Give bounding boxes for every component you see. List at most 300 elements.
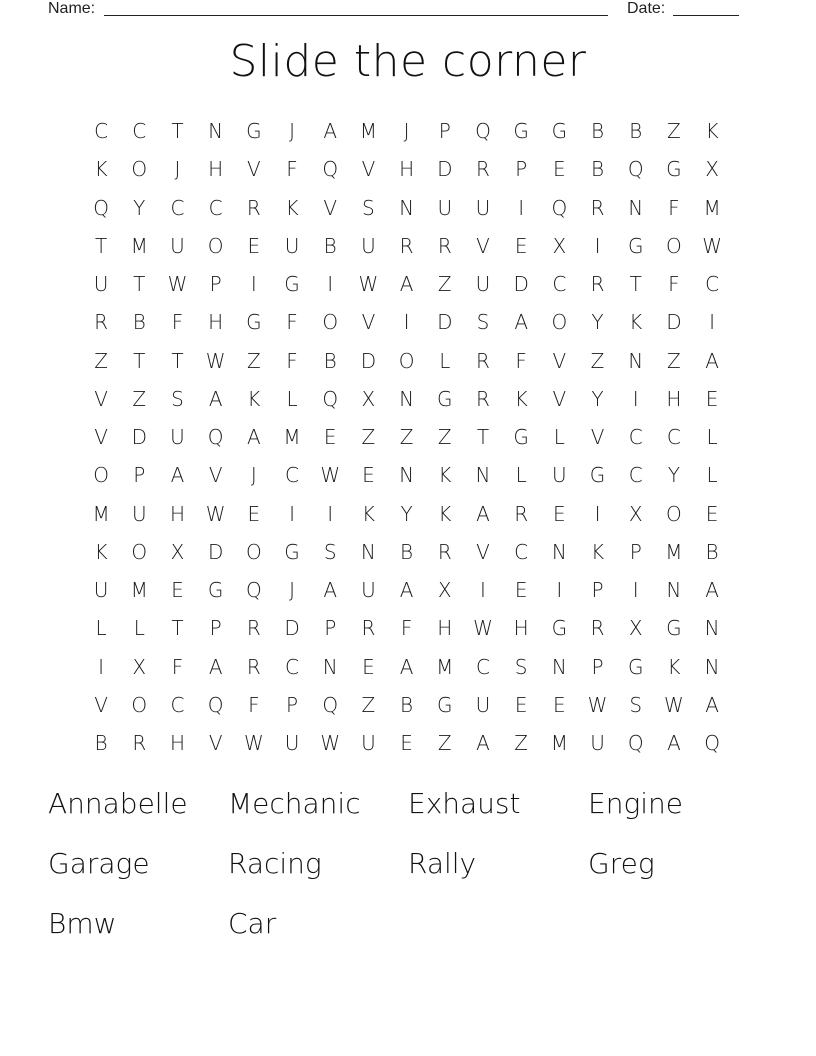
grid-letter: Q (207, 425, 224, 450)
puzzle-title: Slide the corner (229, 36, 587, 87)
grid-letter: Y (591, 386, 604, 411)
grid-letter: E (553, 692, 566, 717)
grid-letter: O (666, 501, 682, 526)
grid-letter: Q (475, 119, 491, 144)
grid-letter: Z (590, 348, 605, 373)
grid-letter: K (629, 310, 643, 335)
grid-letter: U (437, 195, 453, 220)
grid-letter: Q (93, 195, 109, 220)
grid-letter: A (208, 654, 223, 679)
grid-letter: G (437, 386, 453, 411)
grid-letter: I (594, 501, 601, 526)
grid-letter: U (361, 233, 376, 258)
grid-letter: X (705, 157, 719, 182)
grid-letter: G (666, 616, 682, 641)
grid-letter: N (704, 654, 720, 679)
grid-letter: O (207, 233, 224, 258)
grid-letter: N (704, 616, 720, 641)
grid-letter: C (170, 692, 185, 717)
grid-letter: H (399, 157, 415, 182)
grid-letter: T (171, 119, 184, 144)
grid-letter: Y (667, 463, 681, 488)
grid-letter: C (666, 425, 681, 450)
grid-letter: G (246, 119, 262, 144)
grid-letter: V (323, 195, 338, 220)
grid-letter: J (174, 157, 181, 182)
grid-letter: K (514, 386, 528, 411)
grid-letter: R (590, 272, 605, 297)
grid-letter: T (171, 616, 184, 641)
grid-letter: E (705, 501, 719, 526)
grid-letter: E (362, 463, 375, 488)
grid-letter: X (628, 616, 643, 641)
grid-letter: Q (322, 692, 339, 717)
grid-letter: C (628, 425, 643, 450)
grid-letter: P (286, 692, 299, 717)
grid-letter: Z (246, 348, 261, 373)
grid-letter: C (132, 119, 147, 144)
grid-letter: C (475, 654, 490, 679)
grid-letter: K (438, 463, 452, 488)
grid-letter: D (284, 616, 300, 641)
grid-letter: A (323, 578, 338, 603)
grid-letter: E (514, 233, 528, 258)
grid-letter: V (208, 463, 223, 488)
grid-letter: T (94, 233, 108, 258)
word-list-item: Car (228, 907, 277, 940)
grid-letter: M (283, 425, 301, 450)
grid-letter: J (250, 463, 257, 488)
grid-letter: R (399, 233, 414, 258)
grid-letter: U (284, 731, 300, 756)
grid-letter: H (208, 310, 224, 335)
grid-letter: N (208, 119, 224, 144)
grid-letter: S (323, 539, 337, 564)
grid-letter: C (285, 463, 300, 488)
grid-letter: F (286, 157, 298, 182)
grid-letter: E (705, 386, 719, 411)
grid-letter: E (171, 578, 184, 603)
grid-letter: E (247, 233, 261, 258)
grid-letter: F (515, 348, 527, 373)
grid-letter: P (591, 578, 604, 603)
grid-letter: D (207, 539, 224, 564)
grid-letter: G (513, 119, 529, 144)
grid-letter: H (437, 616, 453, 641)
grid-letter: K (94, 157, 108, 182)
grid-letter: P (324, 616, 337, 641)
grid-letter: Q (704, 731, 720, 756)
grid-letter: K (94, 539, 108, 564)
grid-letter: A (667, 731, 681, 756)
grid-letter: Z (437, 272, 452, 297)
grid-letter: O (245, 539, 262, 564)
grid-letter: G (627, 233, 644, 258)
grid-letter: C (514, 539, 529, 564)
grid-letter: W (167, 272, 188, 297)
grid-letter: W (358, 272, 379, 297)
word-list (48, 782, 768, 962)
grid-letter: U (284, 233, 300, 258)
grid-letter: H (169, 731, 185, 756)
grid-letter: G (551, 616, 568, 641)
grid-letter: P (133, 463, 146, 488)
grid-letter: H (169, 501, 185, 526)
grid-letter: N (628, 195, 644, 220)
grid-letter: W (664, 692, 684, 717)
grid-letter: S (514, 654, 528, 679)
grid-letter: G (627, 654, 644, 679)
grid-letter: A (208, 386, 223, 411)
grid-letter: H (513, 616, 529, 641)
grid-letter: N (666, 578, 682, 603)
grid-letter: W (320, 731, 341, 756)
grid-letter: Z (667, 119, 681, 144)
word-list-item: Bmw (48, 907, 117, 940)
grid-letter: N (551, 654, 567, 679)
grid-letter: S (171, 386, 184, 411)
grid-letter: D (437, 157, 453, 182)
word-list-item: Greg (588, 847, 655, 880)
grid-letter: T (133, 272, 146, 297)
grid-letter: P (438, 119, 451, 144)
grid-letter: K (285, 195, 299, 220)
grid-letter: C (285, 654, 300, 679)
grid-letter: N (551, 539, 567, 564)
grid-letter: Y (133, 195, 146, 220)
letter-grid (82, 112, 734, 762)
worksheet-header (48, 0, 748, 18)
grid-letter: C (94, 119, 109, 144)
grid-letter: F (668, 195, 680, 220)
grid-letter: B (323, 233, 337, 258)
grid-letter: B (705, 539, 719, 564)
grid-letter: R (246, 195, 261, 220)
grid-letter: V (247, 157, 261, 182)
grid-letter: P (591, 654, 604, 679)
grid-letter: O (551, 310, 568, 335)
grid-letter: E (514, 692, 528, 717)
grid-letter: K (705, 119, 719, 144)
grid-letter: Q (627, 731, 644, 756)
grid-letter: A (705, 348, 719, 373)
grid-letter: L (553, 425, 565, 450)
grid-letter: O (666, 233, 682, 258)
grid-letter: J (403, 119, 410, 144)
grid-letter: C (552, 272, 567, 297)
grid-letter: N (399, 463, 415, 488)
grid-letter: U (93, 578, 109, 603)
grid-letter: J (289, 119, 295, 144)
grid-letter: T (476, 425, 490, 450)
grid-letter: S (476, 310, 490, 335)
grid-letter: C (208, 195, 223, 220)
grid-letter: M (665, 539, 683, 564)
grid-letter: B (132, 310, 146, 335)
grid-letter: Z (361, 425, 376, 450)
grid-letter: W (473, 616, 493, 641)
grid-letter: F (400, 616, 413, 641)
grid-letter: C (628, 463, 643, 488)
grid-letter: A (170, 463, 185, 488)
grid-letter: L (133, 616, 145, 641)
grid-letter: P (629, 539, 642, 564)
grid-letter: Q (322, 157, 339, 182)
grid-letter: B (94, 731, 108, 756)
grid-letter: B (400, 539, 414, 564)
grid-letter: A (514, 310, 528, 335)
grid-letter: M (130, 233, 148, 258)
grid-letter: R (361, 616, 376, 641)
grid-letter: U (131, 501, 147, 526)
grid-letter: R (476, 386, 490, 411)
grid-letter: I (289, 501, 295, 526)
grid-letter: Z (514, 731, 528, 756)
grid-letter: D (513, 272, 529, 297)
grid-letter: V (552, 386, 567, 411)
grid-letter: A (476, 731, 490, 756)
grid-letter: I (480, 578, 486, 603)
grid-letter: X (437, 578, 452, 603)
grid-letter: H (208, 157, 224, 182)
grid-letter: M (703, 195, 721, 220)
grid-letter: K (361, 501, 375, 526)
grid-letter: V (208, 731, 223, 756)
grid-letter: X (552, 233, 567, 258)
grid-letter: U (93, 272, 109, 297)
grid-letter: L (286, 386, 298, 411)
grid-letter: K (667, 654, 681, 679)
grid-letter: N (628, 348, 644, 373)
grid-letter: B (590, 119, 605, 144)
grid-letter: D (437, 310, 453, 335)
grid-letter: V (476, 539, 490, 564)
grid-letter: W (243, 731, 264, 756)
grid-letter: L (515, 463, 527, 488)
grid-letter: Q (551, 195, 568, 220)
grid-letter: F (248, 692, 260, 717)
grid-letter: H (666, 386, 682, 411)
grid-letter: X (132, 654, 147, 679)
grid-letter: W (320, 463, 341, 488)
grid-letter: I (632, 386, 639, 411)
grid-letter: B (400, 692, 414, 717)
grid-letter: B (590, 157, 605, 182)
grid-letter: Q (322, 386, 339, 411)
grid-letter: C (705, 272, 720, 297)
grid-letter: O (93, 463, 109, 488)
grid-letter: T (171, 348, 184, 373)
grid-letter: I (632, 578, 639, 603)
grid-letter: U (361, 578, 376, 603)
grid-letter: G (589, 463, 606, 488)
grid-letter: I (594, 233, 601, 258)
grid-letter: U (475, 692, 491, 717)
grid-letter: J (289, 578, 295, 603)
grid-letter: X (170, 539, 185, 564)
grid-letter: Z (437, 425, 452, 450)
grid-letter: Z (399, 425, 414, 450)
grid-letter: G (284, 272, 300, 297)
grid-letter: K (590, 539, 605, 564)
grid-letter: P (515, 157, 528, 182)
grid-letter: T (133, 348, 146, 373)
grid-letter: N (360, 539, 376, 564)
grid-letter: I (327, 501, 334, 526)
grid-letter: G (246, 310, 262, 335)
grid-letter: N (475, 463, 491, 488)
grid-letter: R (437, 539, 452, 564)
grid-letter: M (550, 731, 568, 756)
grid-letter: G (207, 578, 224, 603)
grid-letter: V (552, 348, 567, 373)
grid-letter: V (361, 310, 376, 335)
name-label: Name: (48, 0, 96, 17)
word-list-item: Engine (588, 787, 683, 820)
grid-letter: P (209, 272, 222, 297)
grid-letter: V (94, 692, 108, 717)
grid-letter: I (709, 310, 716, 335)
grid-letter: A (399, 578, 414, 603)
grid-letter: L (95, 616, 107, 641)
word-list-item: Exhaust (408, 787, 521, 820)
grid-letter: R (590, 616, 605, 641)
grid-letter: G (551, 119, 568, 144)
grid-letter: D (360, 348, 377, 373)
grid-letter: O (398, 348, 415, 373)
grid-letter: V (94, 386, 108, 411)
grid-letter: P (209, 616, 222, 641)
grid-letter: D (666, 310, 682, 335)
grid-letter: U (361, 731, 376, 756)
grid-letter: B (629, 119, 643, 144)
grid-letter: X (628, 501, 643, 526)
grid-letter: X (361, 386, 376, 411)
grid-letter: O (131, 539, 148, 564)
grid-letter: O (322, 310, 339, 335)
grid-letter: K (247, 386, 261, 411)
grid-letter: N (322, 654, 338, 679)
grid-letter: E (247, 501, 261, 526)
grid-letter: I (518, 195, 525, 220)
grid-letter: Z (132, 386, 147, 411)
grid-letter: I (327, 272, 334, 297)
grid-letter: V (476, 233, 490, 258)
grid-letter: Q (207, 692, 224, 717)
grid-letter: L (439, 348, 451, 373)
grid-letter: K (438, 501, 452, 526)
grid-letter: S (362, 195, 375, 220)
word-list-item: Rally (408, 847, 477, 880)
grid-letter: A (399, 654, 414, 679)
grid-letter: E (514, 578, 528, 603)
grid-letter: R (132, 731, 147, 756)
grid-letter: V (94, 425, 108, 450)
grid-letter: O (131, 692, 148, 717)
grid-letter: V (590, 425, 605, 450)
grid-letter: B (323, 348, 337, 373)
grid-letter: G (284, 539, 300, 564)
word-list-item: Annabelle (48, 787, 188, 820)
grid-letter: A (476, 501, 490, 526)
grid-letter: N (399, 195, 415, 220)
grid-letter: G (513, 425, 529, 450)
grid-letter: F (668, 272, 680, 297)
grid-letter: O (131, 157, 148, 182)
grid-letter: U (170, 425, 185, 450)
word-list-item: Garage (48, 847, 150, 880)
grid-letter: Z (94, 348, 108, 373)
grid-letter: W (205, 501, 226, 526)
grid-letter: R (514, 501, 529, 526)
date-label: Date: (627, 0, 666, 17)
grid-letter: G (666, 157, 682, 182)
grid-letter: F (171, 654, 184, 679)
grid-letter: Q (627, 157, 644, 182)
grid-letter: R (476, 348, 490, 373)
grid-letter: W (205, 348, 226, 373)
grid-letter: M (92, 501, 110, 526)
grid-letter: L (706, 425, 718, 450)
grid-letter: G (437, 692, 453, 717)
grid-letter: U (552, 463, 567, 488)
grid-letter: U (170, 233, 185, 258)
grid-letter: M (359, 119, 378, 144)
grid-letter: E (553, 157, 566, 182)
grid-letter: E (323, 425, 337, 450)
grid-letter: N (399, 386, 415, 411)
grid-letter: F (286, 348, 298, 373)
grid-letter: R (476, 157, 490, 182)
grid-letter: Z (361, 692, 376, 717)
word-list-item: Mechanic (228, 787, 361, 820)
grid-letter: R (94, 310, 109, 335)
grid-letter: U (475, 272, 491, 297)
grid-letter: I (403, 310, 410, 335)
grid-letter: E (400, 731, 413, 756)
grid-letter: M (436, 654, 454, 679)
grid-letter: F (286, 310, 298, 335)
grid-letter: U (475, 195, 491, 220)
grid-letter: F (171, 310, 184, 335)
grid-letter: Y (400, 501, 413, 526)
grid-letter: R (590, 195, 605, 220)
grid-letter: A (323, 119, 338, 144)
grid-letter: U (590, 731, 605, 756)
word-list-item: Racing (228, 847, 322, 880)
grid-letter: I (98, 654, 105, 679)
grid-letter: E (553, 501, 566, 526)
grid-letter: A (247, 425, 261, 450)
grid-letter: M (130, 578, 148, 603)
grid-letter: C (170, 195, 185, 220)
grid-letter: V (361, 157, 376, 182)
grid-letter: R (246, 654, 261, 679)
grid-letter: Z (667, 348, 681, 373)
grid-letter: A (705, 578, 719, 603)
grid-letter: L (706, 463, 718, 488)
grid-letter: Z (437, 731, 452, 756)
date-blank-line (673, 15, 739, 16)
grid-letter: Y (591, 310, 604, 335)
grid-letter: A (399, 272, 414, 297)
grid-letter: W (702, 233, 722, 258)
grid-letter: W (587, 692, 608, 717)
grid-letter: I (250, 272, 257, 297)
grid-letter: Q (245, 578, 262, 603)
grid-letter: R (246, 616, 261, 641)
grid-letter: R (437, 233, 452, 258)
